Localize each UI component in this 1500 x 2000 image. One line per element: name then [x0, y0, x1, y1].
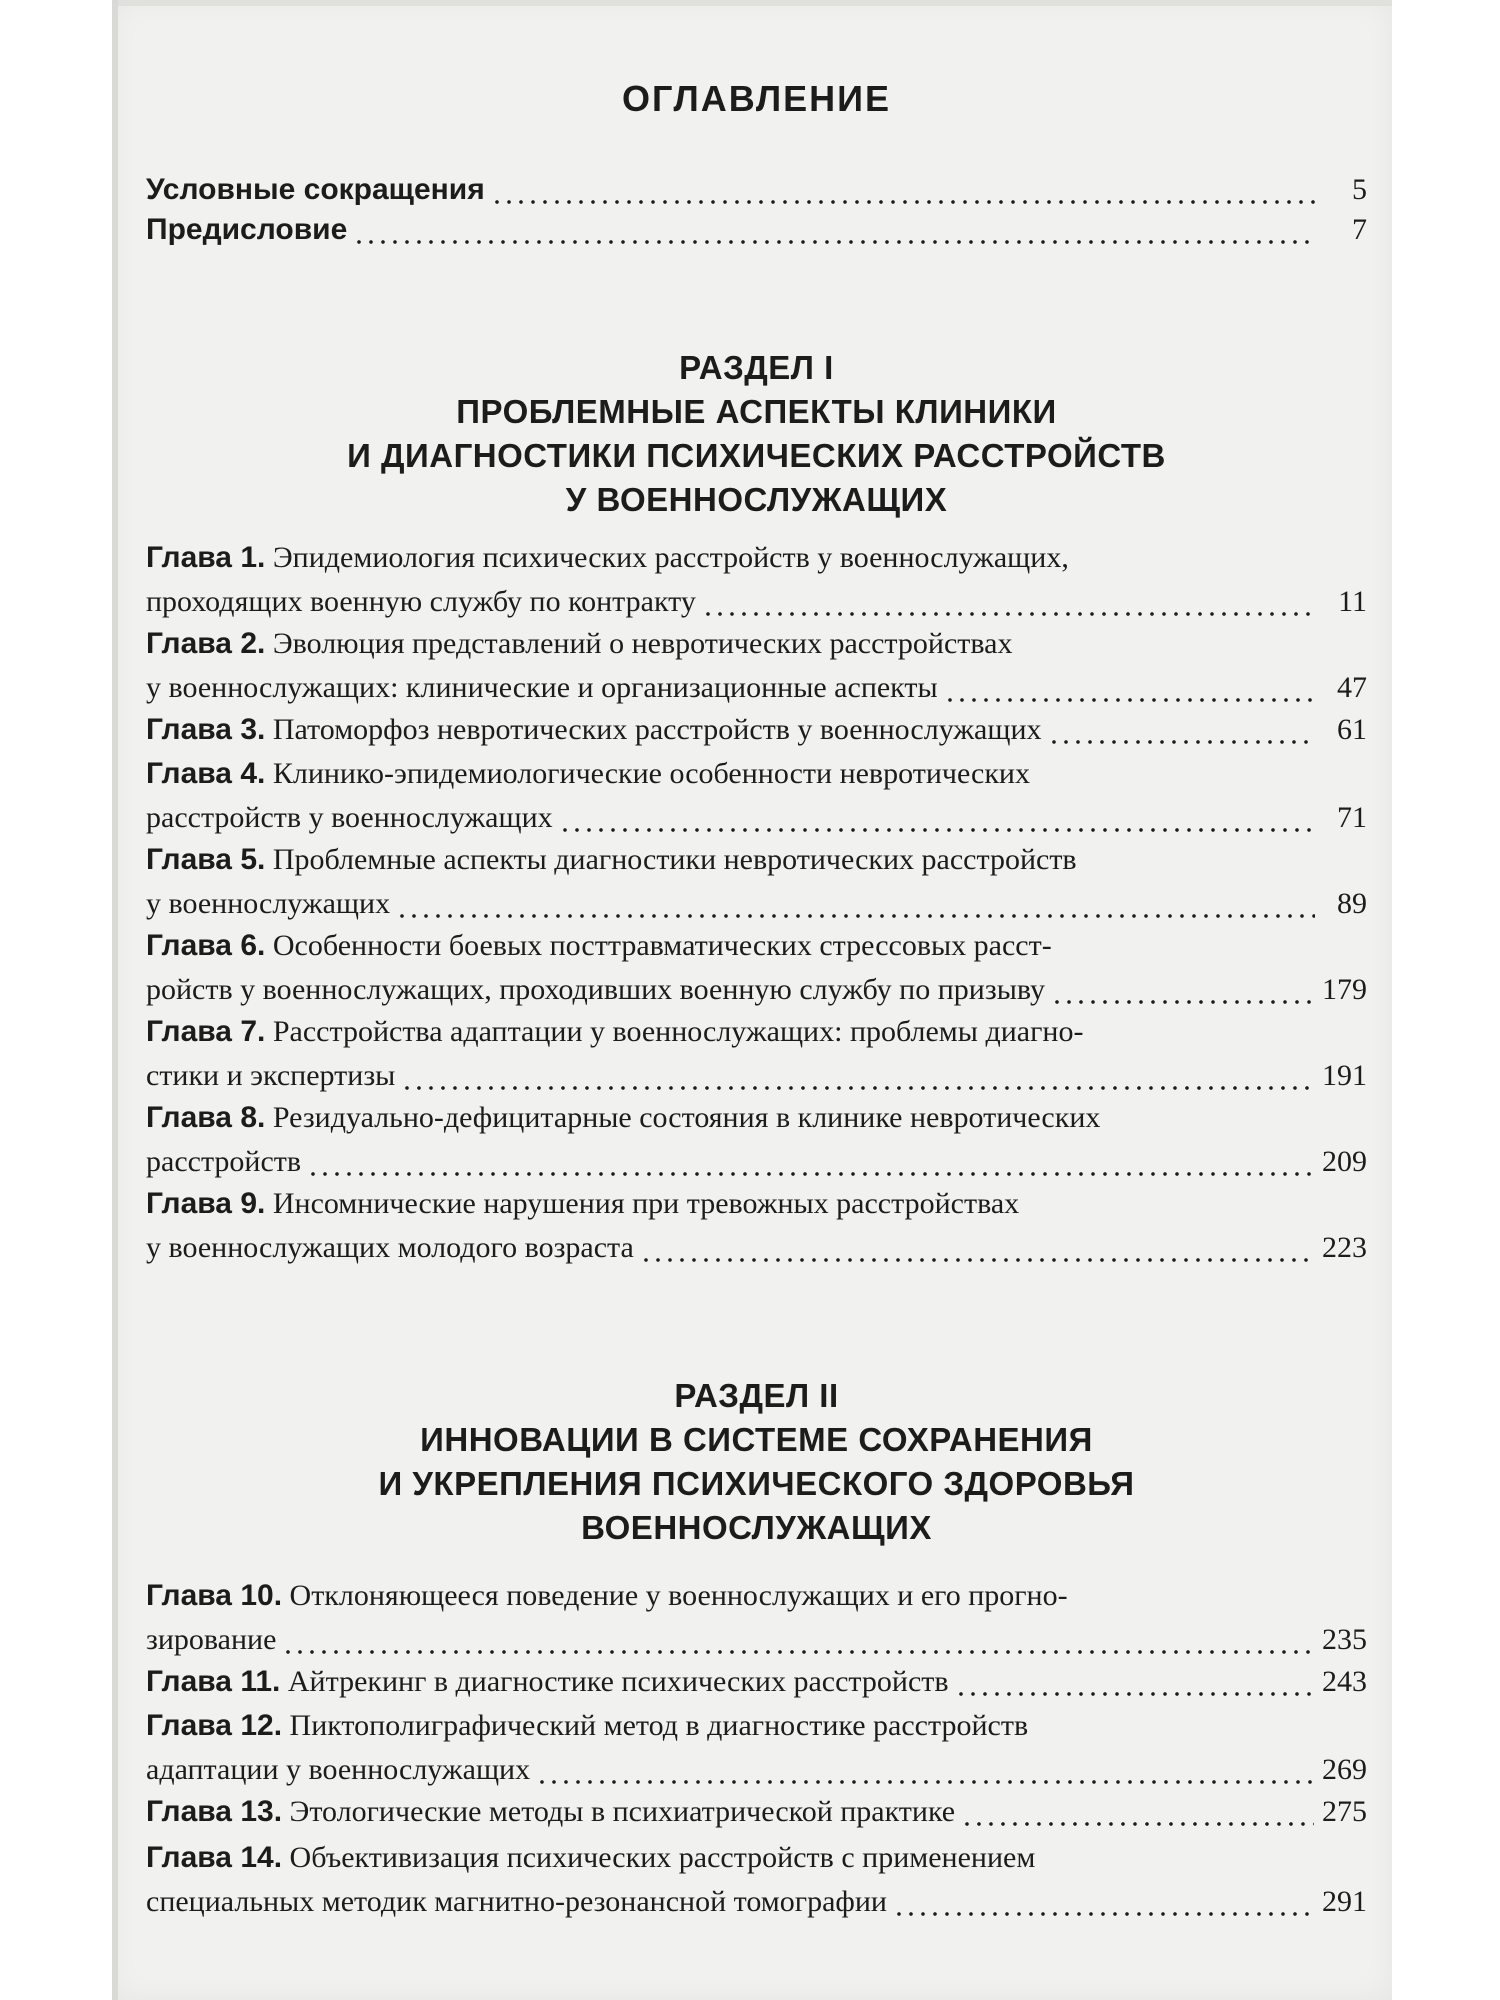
chapter-label: Глава 10.	[146, 1579, 283, 1612]
toc-entry-chapter-8[interactable]	[146, 1096, 1367, 1184]
leader-dots	[536, 1780, 1314, 1784]
chapter-title-line: проходящих военную службу по контракту	[146, 585, 696, 618]
section-title-line: ИННОВАЦИИ В СИСТЕМЕ СОХРАНЕНИЯ	[420, 1421, 1093, 1458]
leader-dots	[491, 200, 1315, 204]
toc-page-number: 7	[1352, 213, 1367, 246]
chapter-title-line: у военнослужащих молодого возраста	[146, 1231, 634, 1264]
toc-entry-chapter-7[interactable]	[146, 1010, 1367, 1098]
chapter-title-line: ройств у военнослужащих, проходивших военную службу по призыву	[146, 973, 1045, 1006]
toc-entry-chapter-4[interactable]	[146, 752, 1367, 840]
chapter-label: Глава 9.	[146, 1187, 266, 1220]
toc-page-number: 11	[1338, 585, 1367, 618]
chapter-title-line: Объективизация психических расстройств с применением	[289, 1841, 1036, 1874]
leader-dots	[961, 1822, 1314, 1826]
chapter-title-line: у военнослужащих	[146, 887, 391, 920]
chapter-title-line: Проблемные аспекты диагностики невротических расстройств	[272, 843, 1077, 876]
chapter-label: Глава 4.	[146, 757, 266, 790]
leader-dots	[282, 1650, 1314, 1654]
toc-entry-chapter-3[interactable]	[146, 708, 1367, 752]
chapter-title-line: адаптации у военнослужащих	[146, 1753, 531, 1786]
section-heading-1	[146, 346, 1367, 522]
chapter-label: Глава 14.	[146, 1841, 283, 1874]
section-number: РАЗДЕЛ II	[674, 1377, 839, 1414]
toc-entry-abbreviations[interactable]	[146, 168, 1367, 212]
toc-entry-label: Условные сокращения	[146, 173, 485, 206]
section-title-line: ПРОБЛЕМНЫЕ АСПЕКТЫ КЛИНИКИ	[456, 393, 1057, 430]
chapter-title-line: у военнослужащих: клинические и организационные аспекты	[146, 671, 938, 704]
toc-entry-chapter-10[interactable]	[146, 1574, 1367, 1662]
chapter-title-line: Патоморфоз невротических расстройств у военнослужащих	[272, 713, 1042, 746]
book-page	[112, 0, 1392, 2000]
toc-entry-chapter-2[interactable]	[146, 622, 1367, 710]
toc-entry-chapter-6[interactable]	[146, 924, 1367, 1012]
page-gutter	[112, 0, 118, 2000]
chapter-label: Глава 1.	[146, 541, 266, 574]
page-top-edge	[112, 0, 1392, 6]
toc-page-number: 61	[1337, 713, 1367, 746]
chapter-title-line: Инсомнические нарушения при тревожных расстройствах	[272, 1187, 1020, 1220]
section-title-line: ВОЕННОСЛУЖАЩИХ	[581, 1509, 932, 1546]
toc-page-number: 223	[1322, 1231, 1367, 1264]
chapter-title-line: стики и экспертизы	[146, 1059, 396, 1092]
chapter-title-line: Клинико-эпидемиологические особенности невротических	[272, 757, 1030, 790]
toc-entry-chapter-5[interactable]	[146, 838, 1367, 926]
chapter-title-line: специальных методик магнитно-резонансной томографии	[146, 1885, 887, 1918]
toc-entry-chapter-12[interactable]	[146, 1704, 1367, 1792]
toc-entry-chapter-1[interactable]	[146, 536, 1367, 624]
chapter-title-line: расстройств у военнослужащих	[146, 801, 553, 834]
leader-dots	[1051, 1000, 1314, 1004]
section-title-line: И ДИАГНОСТИКИ ПСИХИЧЕСКИХ РАССТРОЙСТВ	[347, 437, 1166, 474]
section-heading-2	[146, 1374, 1367, 1550]
leader-dots	[955, 1692, 1314, 1696]
toc-entry-chapter-14[interactable]	[146, 1836, 1367, 1924]
leader-dots	[559, 828, 1315, 832]
leader-dots	[640, 1258, 1314, 1262]
chapter-label: Глава 11.	[146, 1665, 281, 1698]
leader-dots	[1048, 740, 1315, 744]
toc-page-number: 191	[1322, 1059, 1367, 1092]
toc-entry-chapter-11[interactable]	[146, 1660, 1367, 1704]
toc-page-number: 291	[1322, 1885, 1367, 1918]
chapter-label: Глава 2.	[146, 627, 266, 660]
toc-page-number: 47	[1337, 671, 1367, 704]
toc-page-number: 243	[1322, 1665, 1367, 1698]
chapter-label: Глава 5.	[146, 843, 266, 876]
chapter-title-line: расстройств	[146, 1145, 302, 1178]
chapter-title-line: Отклоняющееся поведение у военнослужащих и его прогно-	[289, 1579, 1068, 1612]
toc-page-number: 89	[1337, 887, 1367, 920]
leader-dots	[396, 914, 1315, 918]
toc-page-number: 71	[1337, 801, 1367, 834]
toc-entry-preface[interactable]	[146, 208, 1367, 252]
section-title-line: У ВОЕННОСЛУЖАЩИХ	[565, 481, 948, 518]
chapter-title-line: Эволюция представлений о невротических расстройствах	[272, 627, 1013, 660]
page-title: ОГЛАВЛЕНИЕ	[621, 78, 892, 119]
chapter-title-line: Особенности боевых посттравматических стрессовых расст-	[272, 929, 1052, 962]
leader-dots	[401, 1086, 1314, 1090]
toc-page-number: 269	[1322, 1753, 1367, 1786]
section-number: РАЗДЕЛ I	[679, 349, 834, 386]
chapter-title-line: Айтрекинг в диагностике психических расстройств	[287, 1665, 949, 1698]
leader-dots	[307, 1172, 1314, 1176]
chapter-label: Глава 7.	[146, 1015, 266, 1048]
leader-dots	[702, 612, 1315, 616]
leader-dots	[893, 1912, 1314, 1916]
chapter-title-line: Расстройства адаптации у военнослужащих: проблемы диагно-	[272, 1015, 1084, 1048]
chapter-label: Глава 3.	[146, 713, 266, 746]
chapter-label: Глава 8.	[146, 1101, 266, 1134]
chapter-title-line: Этологические методы в психиатрической практике	[289, 1795, 956, 1828]
toc-page-number: 235	[1322, 1623, 1367, 1656]
chapter-title-line: Пиктополиграфический метод в диагностике расстройств	[289, 1709, 1029, 1742]
toc-page-number: 209	[1322, 1145, 1367, 1178]
chapter-label: Глава 6.	[146, 929, 266, 962]
chapter-label: Глава 13.	[146, 1795, 283, 1828]
toc-entry-label: Предисловие	[146, 213, 348, 246]
toc-page-number: 179	[1322, 973, 1367, 1006]
chapter-title-line: Резидуально-дефицитарные состояния в клинике невротических	[272, 1101, 1101, 1134]
chapter-title-line: зирование	[146, 1623, 277, 1656]
leader-dots	[353, 240, 1315, 244]
toc-page-number: 5	[1352, 173, 1367, 206]
toc-entry-chapter-13[interactable]	[146, 1790, 1367, 1834]
chapter-label: Глава 12.	[146, 1709, 283, 1742]
toc-entry-chapter-9[interactable]	[146, 1182, 1367, 1270]
leader-dots	[944, 698, 1315, 702]
toc-page-number: 275	[1322, 1795, 1367, 1828]
section-title-line: И УКРЕПЛЕНИЯ ПСИХИЧЕСКОГО ЗДОРОВЬЯ	[378, 1465, 1135, 1502]
chapter-title-line: Эпидемиология психических расстройств у военнослужащих,	[272, 541, 1069, 574]
